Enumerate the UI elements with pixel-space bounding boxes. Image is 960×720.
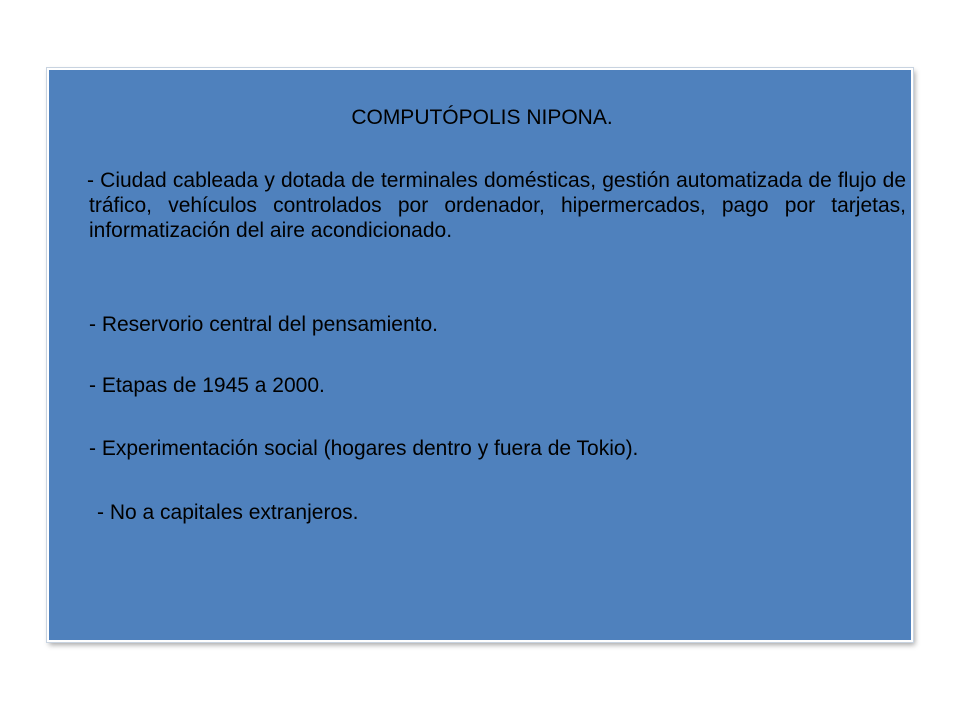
paragraph-experimentacion: - Experimentación social (hogares dentro y fuera de Tokio).	[89, 437, 639, 460]
paragraph-reservorio: - Reservorio central del pensamiento.	[89, 313, 439, 336]
paragraph-capitales: - No a capitales extranjeros.	[97, 501, 359, 524]
slide-content-box	[47, 68, 913, 642]
paragraph-ciudad-cableada: - Ciudad cableada y dotada de terminales domésticas, gestión automatizada de flujo de tráfico, vehículos controlados por ordenador, hipermercados, pago por tarjetas, informatización del aire acondicionado.	[87, 169, 906, 242]
paragraph-etapas: - Etapas de 1945 a 2000.	[89, 374, 325, 397]
slide-title: COMPUTÓPOLIS NIPONA.	[351, 106, 613, 129]
